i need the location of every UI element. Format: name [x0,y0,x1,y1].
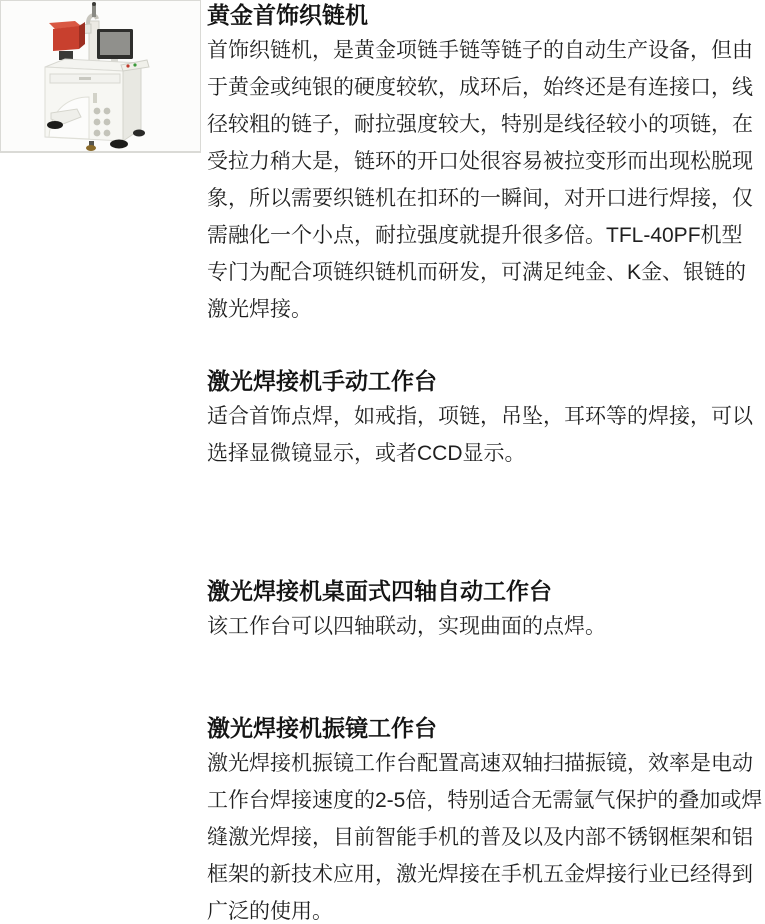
chain-machine-title: 黄金首饰织链机 [207,2,368,28]
manual-workbench-text [207,368,763,472]
galvo-workstation-photo [0,0,201,152]
manual-workbench-title: 激光焊接机手动工作台 [207,368,437,394]
manual-workbench-description: 适合首饰点焊，如戒指，项链，吊坠，耳环等的焊接，可以选择显微镜显示，或者CCD显示。 [207,405,753,465]
four-axis-workbench-description: 该工作台可以四轴联动，实现曲面的点焊。 [207,615,606,638]
galvo-workstation-illustration [1,1,200,151]
four-axis-workbench-title: 激光焊接机桌面式四轴自动工作台 [207,578,552,604]
chain-machine-description: 首饰织链机，是黄金项链手链等链子的自动生产设备，但由于黄金或纯银的硬度较软，成环后，始终还是有连接口，线径较粗的链子，耐拉强度较大，特别是线径较小的项链，在受拉力稍大是，链环的开口处很容易被拉变形而出现松脱现象，所以需要织链机在扣环的一瞬间，对开口进行焊接，仅需融化一个小点，耐拉强度就提升很多倍。TFL-40PF机型专门为配合项链织链机而研发，可满足纯金、K金、银链的激光焊接。 [207,39,753,321]
galvo-workstation-description: 激光焊接机振镜工作台配置高速双轴扫描振镜，效率是电动工作台焊接速度的2-5倍，特别适合无需氩气保护的叠加或焊缝激光焊接，目前智能手机的普及以及内部不锈钢框架和铝框架的新技术应用，激光焊接在手机五金焊接行业已经得到广泛的使用。 [207,752,763,923]
galvo-workstation-text [207,715,763,924]
four-axis-workbench-text [207,578,763,645]
galvo-workstation-title: 激光焊接机振镜工作台 [207,715,437,741]
chain-machine-text [207,2,763,328]
